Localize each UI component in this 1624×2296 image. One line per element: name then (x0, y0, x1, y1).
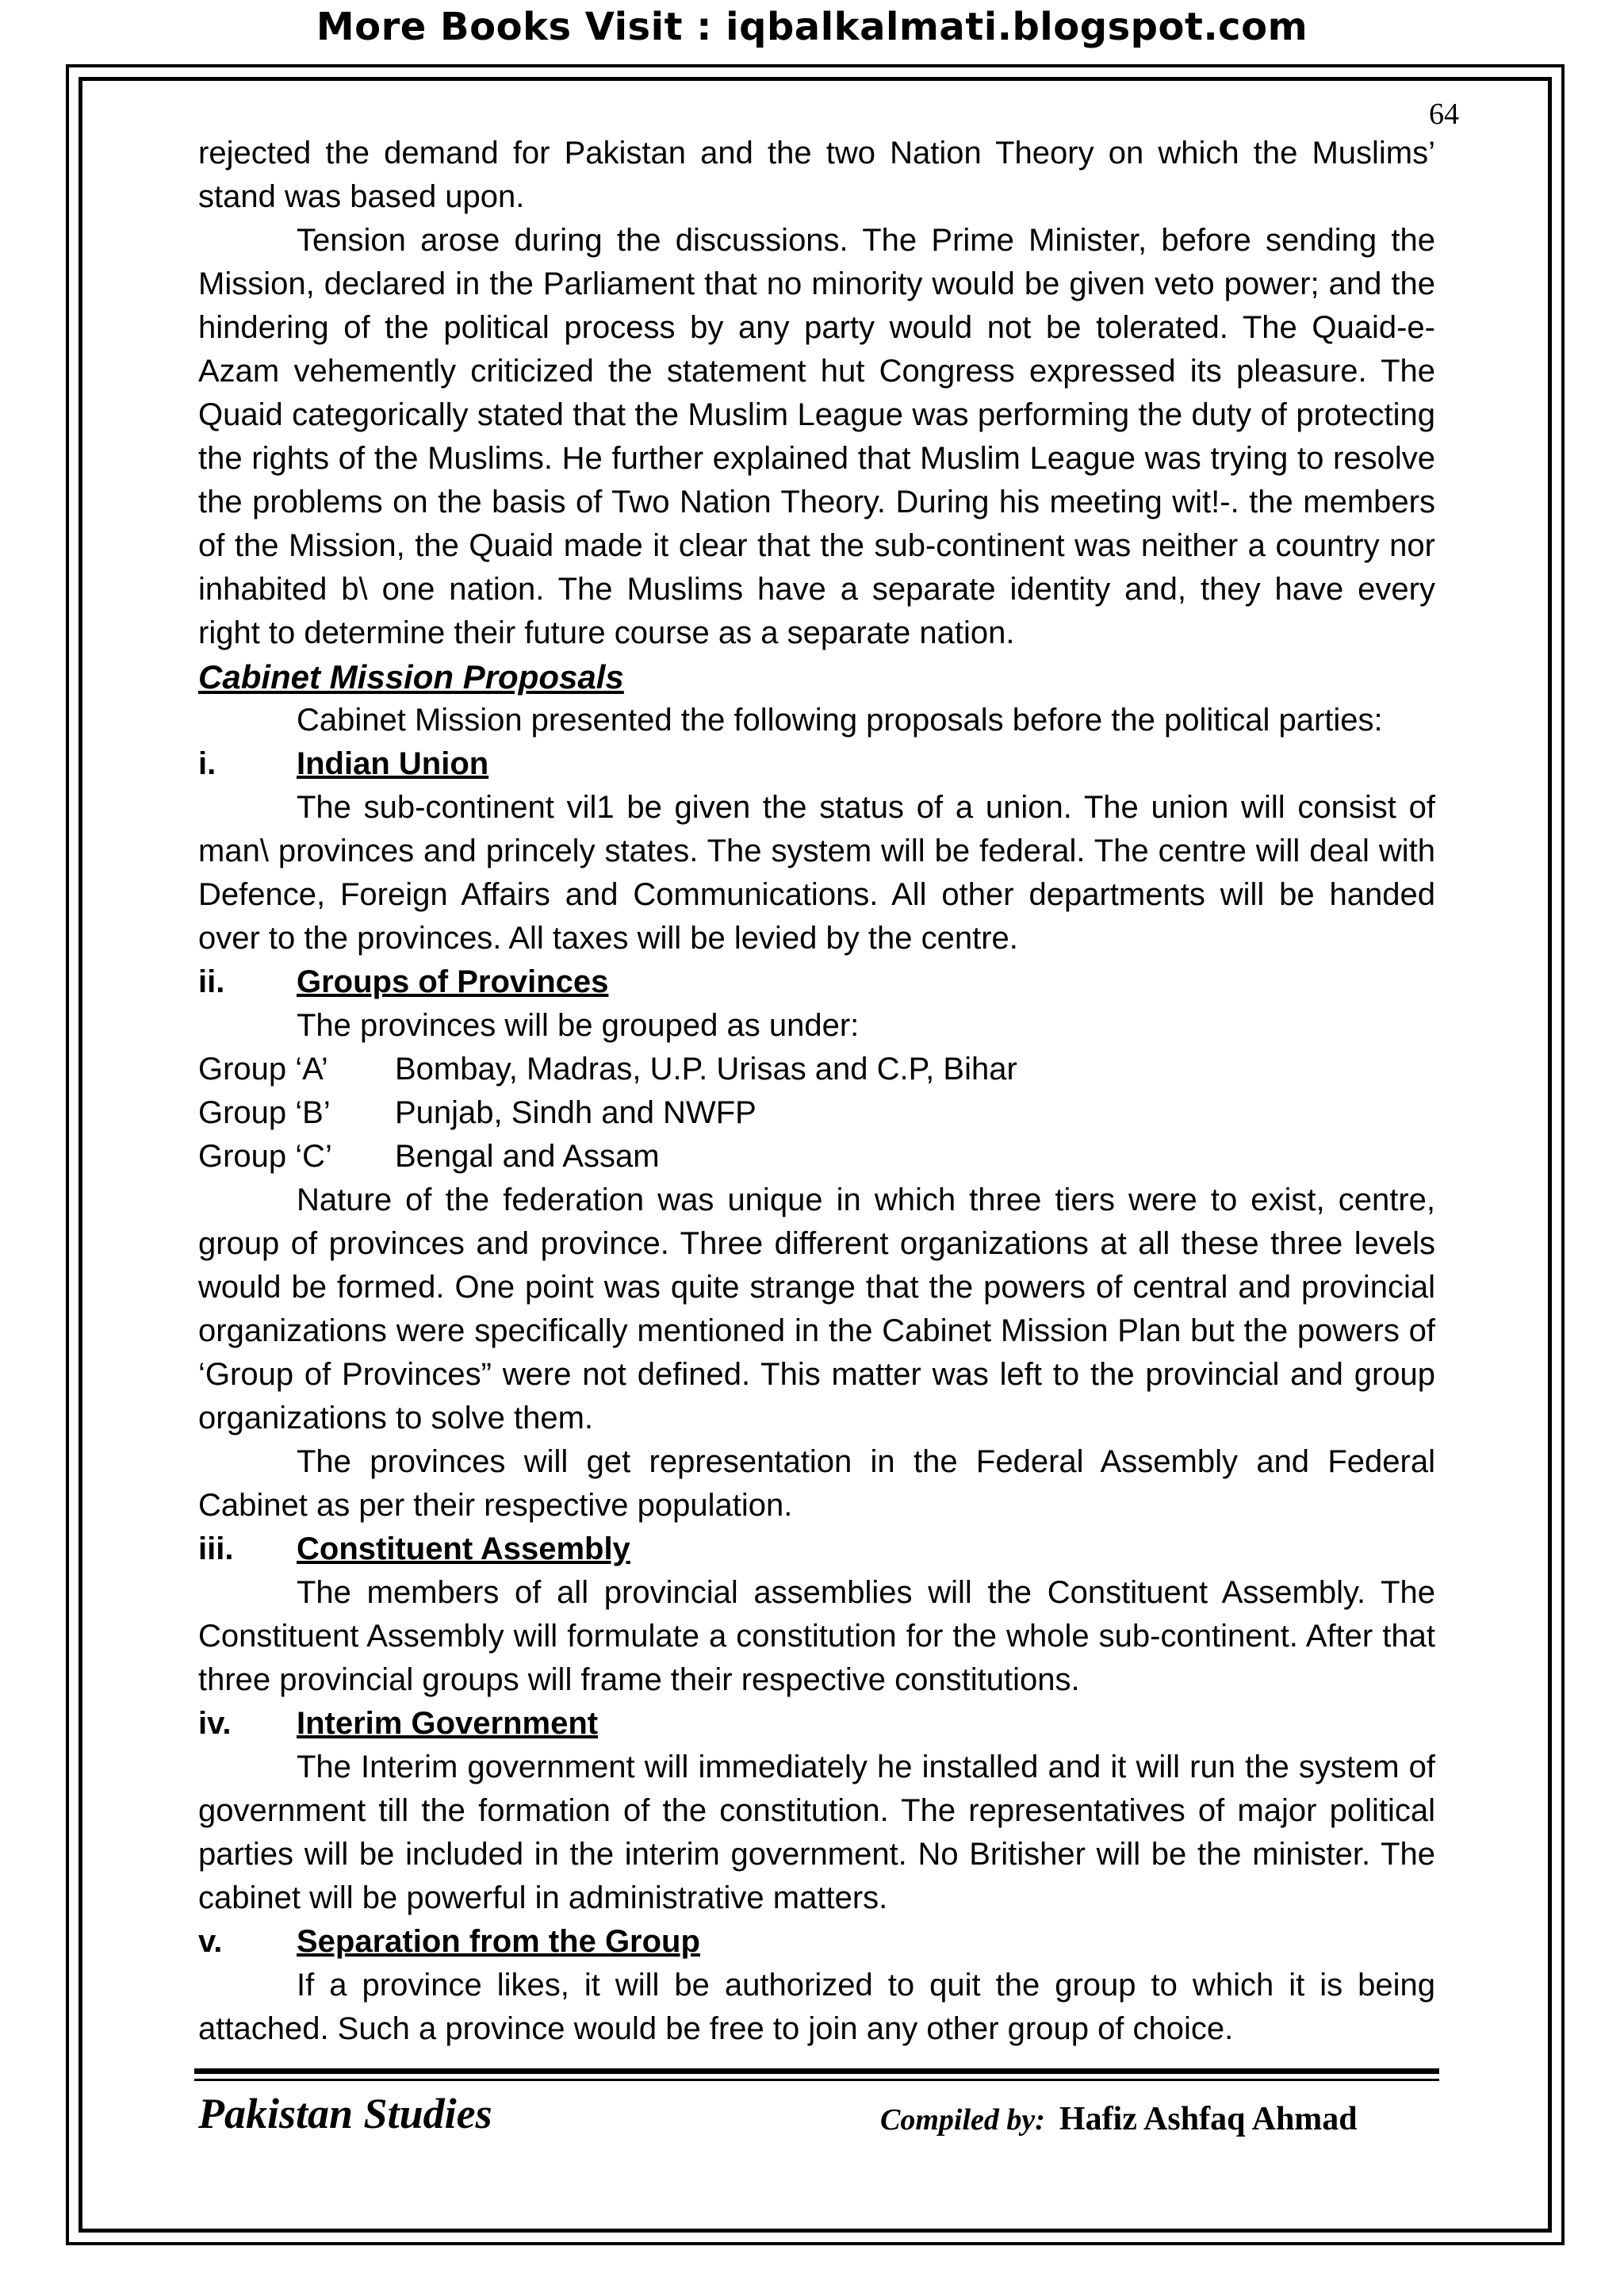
item-number: i. (198, 746, 216, 781)
section-intro: Cabinet Mission presented the following proposals before the political parties: (297, 703, 1383, 738)
paragraph-continued: rejected the demand for Pakistan and the two Nation Theory on which the Muslims’ stand was based upon. (198, 136, 1435, 214)
item-number: ii. (198, 964, 225, 999)
page-body (198, 132, 1435, 2051)
item-heading-interim-government (198, 1702, 1435, 1746)
group-value: Punjab, Sindh and NWFP (395, 1095, 756, 1130)
groups-intro: The provinces will be grouped as under: (297, 1008, 860, 1043)
footer-author: Hafiz Ashfaq Ahmad (1059, 2101, 1358, 2137)
footer-book-title: Pakistan Studies (198, 2090, 492, 2137)
group-label: Group ‘A’ (198, 1052, 328, 1087)
group-row-a (198, 1048, 1435, 1091)
footer-compiled-label: Compiled by: (880, 2103, 1045, 2137)
item-number: iii. (198, 1531, 234, 1566)
item-text-federation: Nature of the federation was unique in which three tiers were to exist, centre, group of provinces and province. Three different organizations at all these three levels would be formed. One point was quite strange that the powers of central and provincial organizations were specifically mentioned in the Cabinet Mission Plan but the powers of ‘Group of Provinces” were not defined. This matter was left to the provincial and group organizations to solve them. (198, 1182, 1435, 1435)
item-title: Constituent Assembly (297, 1531, 630, 1566)
group-row-b (198, 1091, 1435, 1135)
item-heading-separation (198, 1920, 1435, 1964)
section-heading: Cabinet Mission Proposals (198, 658, 624, 696)
group-row-c (198, 1135, 1435, 1179)
footer-credit (880, 2100, 1358, 2138)
footer-rule-thin (194, 2079, 1439, 2081)
item-number: v. (198, 1924, 223, 1959)
group-value: Bengal and Assam (395, 1139, 660, 1174)
page-number: 64 (1429, 98, 1459, 131)
paragraph-tension: Tension arose during the discussions. The Prime Minister, before sending the Mission, declared in the Parliament that no minority would be given veto power; and the hindering of the political process by any party would not be tolerated. The Quaid-e-Azam vehemently criticized the statement hut Congress expressed its pleasure. The Quaid categorically stated that the Muslim League was performing the duty of protecting the rights of the Muslims. He further explained that Muslim League was trying to resolve the problems on the basis of Two Nation Theory. During his meeting wit!-. the members of the Mission, the Quaid made it clear that the sub-continent was neither a country nor inhabited b\ one nation. The Muslims have a separate identity and, they have every right to determine their future course as a separate nation. (198, 223, 1435, 650)
item-heading-constituent-assembly (198, 1527, 1435, 1571)
group-value: Bombay, Madras, U.P. Urisas and C.P, Bihar (395, 1052, 1017, 1087)
item-title: Separation from the Group (297, 1924, 700, 1959)
item-title: Indian Union (297, 746, 489, 781)
item-text-separation: If a province likes, it will be authorized to quit the group to which it is being attached. Such a province would be free to join any other group of choice. (198, 1968, 1435, 2046)
item-text-interim-government: The Interim government will immediately he installed and it will run the system of government till the formation of the constitution. The representatives of major political parties will be included in the interim government. No Britisher will be the minister. The cabinet will be powerful in administrative matters. (198, 1750, 1435, 1915)
site-banner: More Books Visit : iqbalkalmati.blogspot.com (316, 5, 1308, 49)
footer-rule-thick (194, 2068, 1439, 2074)
item-text-representation: The provinces will get representation in the Federal Assembly and Federal Cabinet as per their respective population. (198, 1444, 1435, 1523)
item-heading-groups-of-provinces (198, 960, 1435, 1004)
item-heading-indian-union (198, 742, 1435, 786)
item-number: iv. (198, 1706, 232, 1741)
group-label: Group ‘C’ (198, 1139, 332, 1174)
item-title: Groups of Provinces (297, 964, 609, 999)
group-label: Group ‘B’ (198, 1095, 331, 1130)
item-text-indian-union: The sub-continent vil1 be given the status of a union. The union will consist of man\ provinces and princely states. The system will be federal. The centre will deal with Defence, Foreign Affairs and Communications. All other departments will be handed over to the provinces. All taxes will be levied by the centre. (198, 790, 1435, 956)
item-title: Interim Government (297, 1706, 599, 1741)
item-text-constituent-assembly: The members of all provincial assemblies will the Constituent Assembly. The Constituent Assembly will formulate a constitution for the whole sub-continent. After that three provincial groups will frame their respective constitutions. (198, 1575, 1435, 1697)
